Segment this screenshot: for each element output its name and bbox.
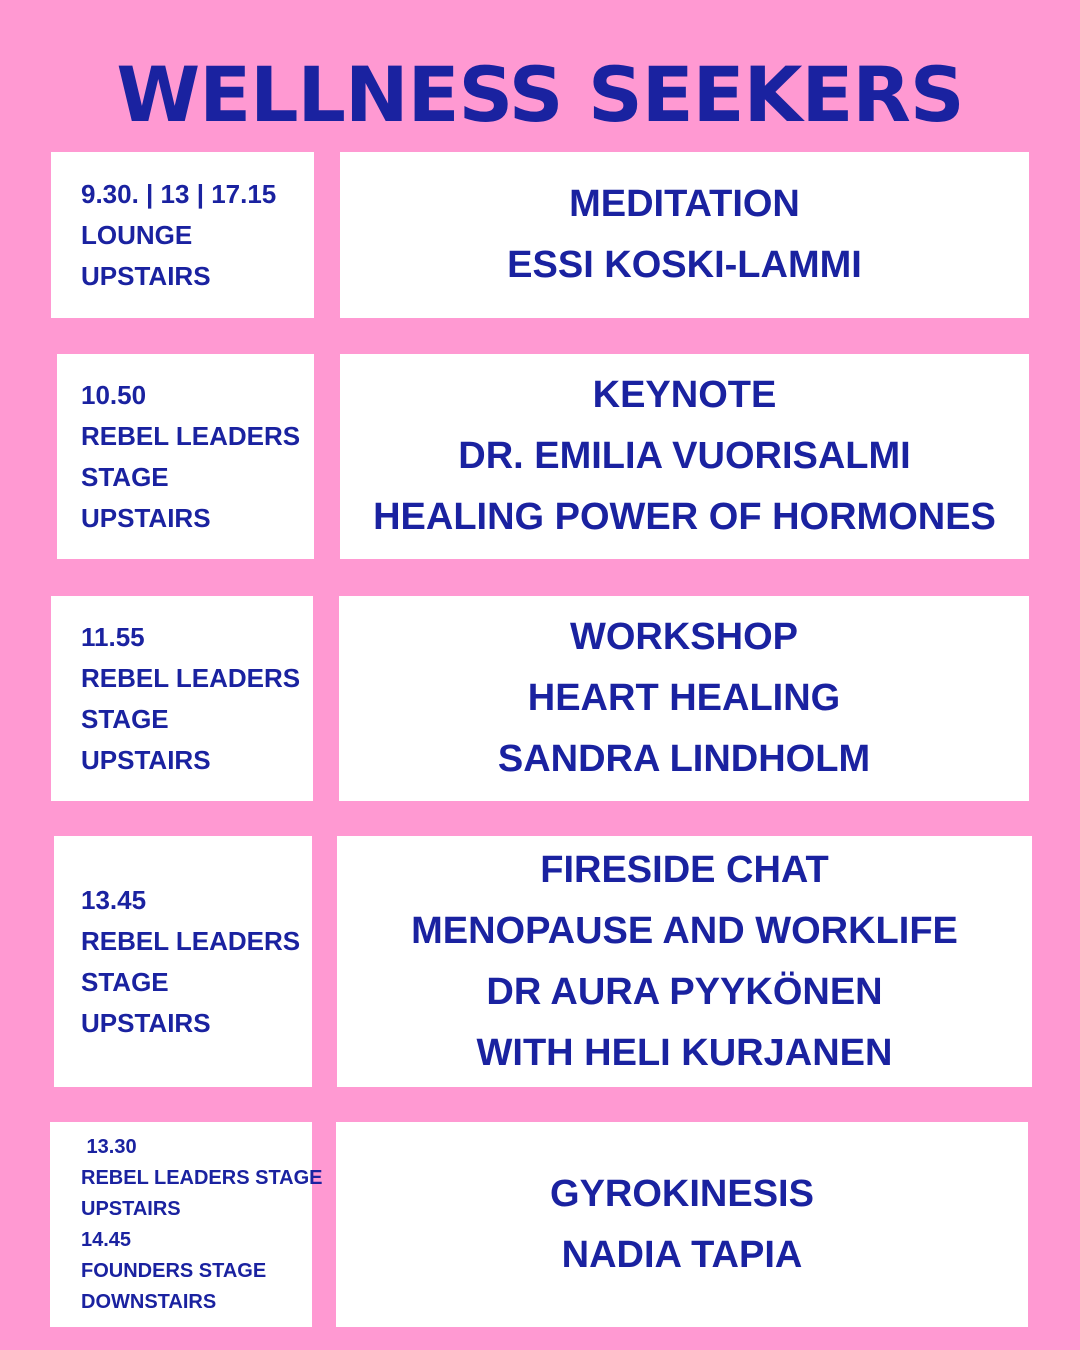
session-5-venue-1: REBEL LEADERS STAGE [81,1166,323,1189]
session-4-venue: REBEL LEADERS [81,925,301,956]
session-1-location: LOUNGE [81,219,193,250]
session-3-venue-type: STAGE [81,703,169,734]
session-1-type: MEDITATION [569,183,800,225]
session-5-floor-1: UPSTAIRS [81,1197,181,1220]
session-2-time: 10.50 [81,379,147,410]
session-2-details [57,354,314,559]
session-1-floor: UPSTAIRS [81,260,211,291]
session-3-info [339,596,1029,801]
session-2-topic: HEALING POWER OF HORMONES [373,496,996,538]
session-4-details [54,836,312,1087]
session-5-time-2: 14.45 [81,1228,132,1251]
session-2-venue-type: STAGE [81,461,169,492]
session-3-speaker: SANDRA LINDHOLM [497,738,871,780]
session-5-speaker: NADIA TAPIA [561,1233,803,1276]
session-5-type: GYROKINESIS [550,1172,814,1215]
session-2-floor: UPSTAIRS [81,502,211,533]
session-4-time: 13.45 [81,884,147,915]
page-title: WELLNESS SEEKERS [116,50,964,139]
session-1-speaker: ESSI KOSKI-LAMMI [507,244,862,286]
session-2-speaker: DR. EMILIA VUORISALMI [458,435,911,477]
session-4-topic: MENOPAUSE AND WORKLIFE [411,909,958,952]
session-5-venue-2: FOUNDERS STAGE [81,1259,267,1282]
session-1-info [340,152,1029,318]
session-4-type: FIRESIDE CHAT [540,848,829,891]
session-4-host: WITH HELI KURJANEN [476,1031,893,1074]
session-4-speaker: DR AURA PYYKÖNEN [486,970,883,1013]
session-5-time-1: 13.30 [81,1135,137,1158]
session-4-venue-type: STAGE [81,966,169,997]
session-3-type: WORKSHOP [570,616,798,658]
session-3-time: 11.55 [81,621,145,652]
session-2-info [340,354,1029,559]
session-4-floor: UPSTAIRS [81,1007,211,1038]
session-2-type: KEYNOTE [592,374,777,416]
session-5-details [50,1122,323,1327]
session-1-details [51,152,314,318]
session-1-time: 9.30. | 13 | 17.15 [81,178,277,209]
session-5-info [336,1122,1028,1327]
session-4-info [337,836,1032,1087]
session-3-floor: UPSTAIRS [81,744,211,775]
session-2-venue: REBEL LEADERS [81,420,301,451]
session-5-floor-2: DOWNSTAIRS [81,1290,217,1313]
session-3-venue: REBEL LEADERS [81,662,301,693]
session-3-topic: HEART HEALING [527,677,841,719]
session-3-details [51,596,313,801]
